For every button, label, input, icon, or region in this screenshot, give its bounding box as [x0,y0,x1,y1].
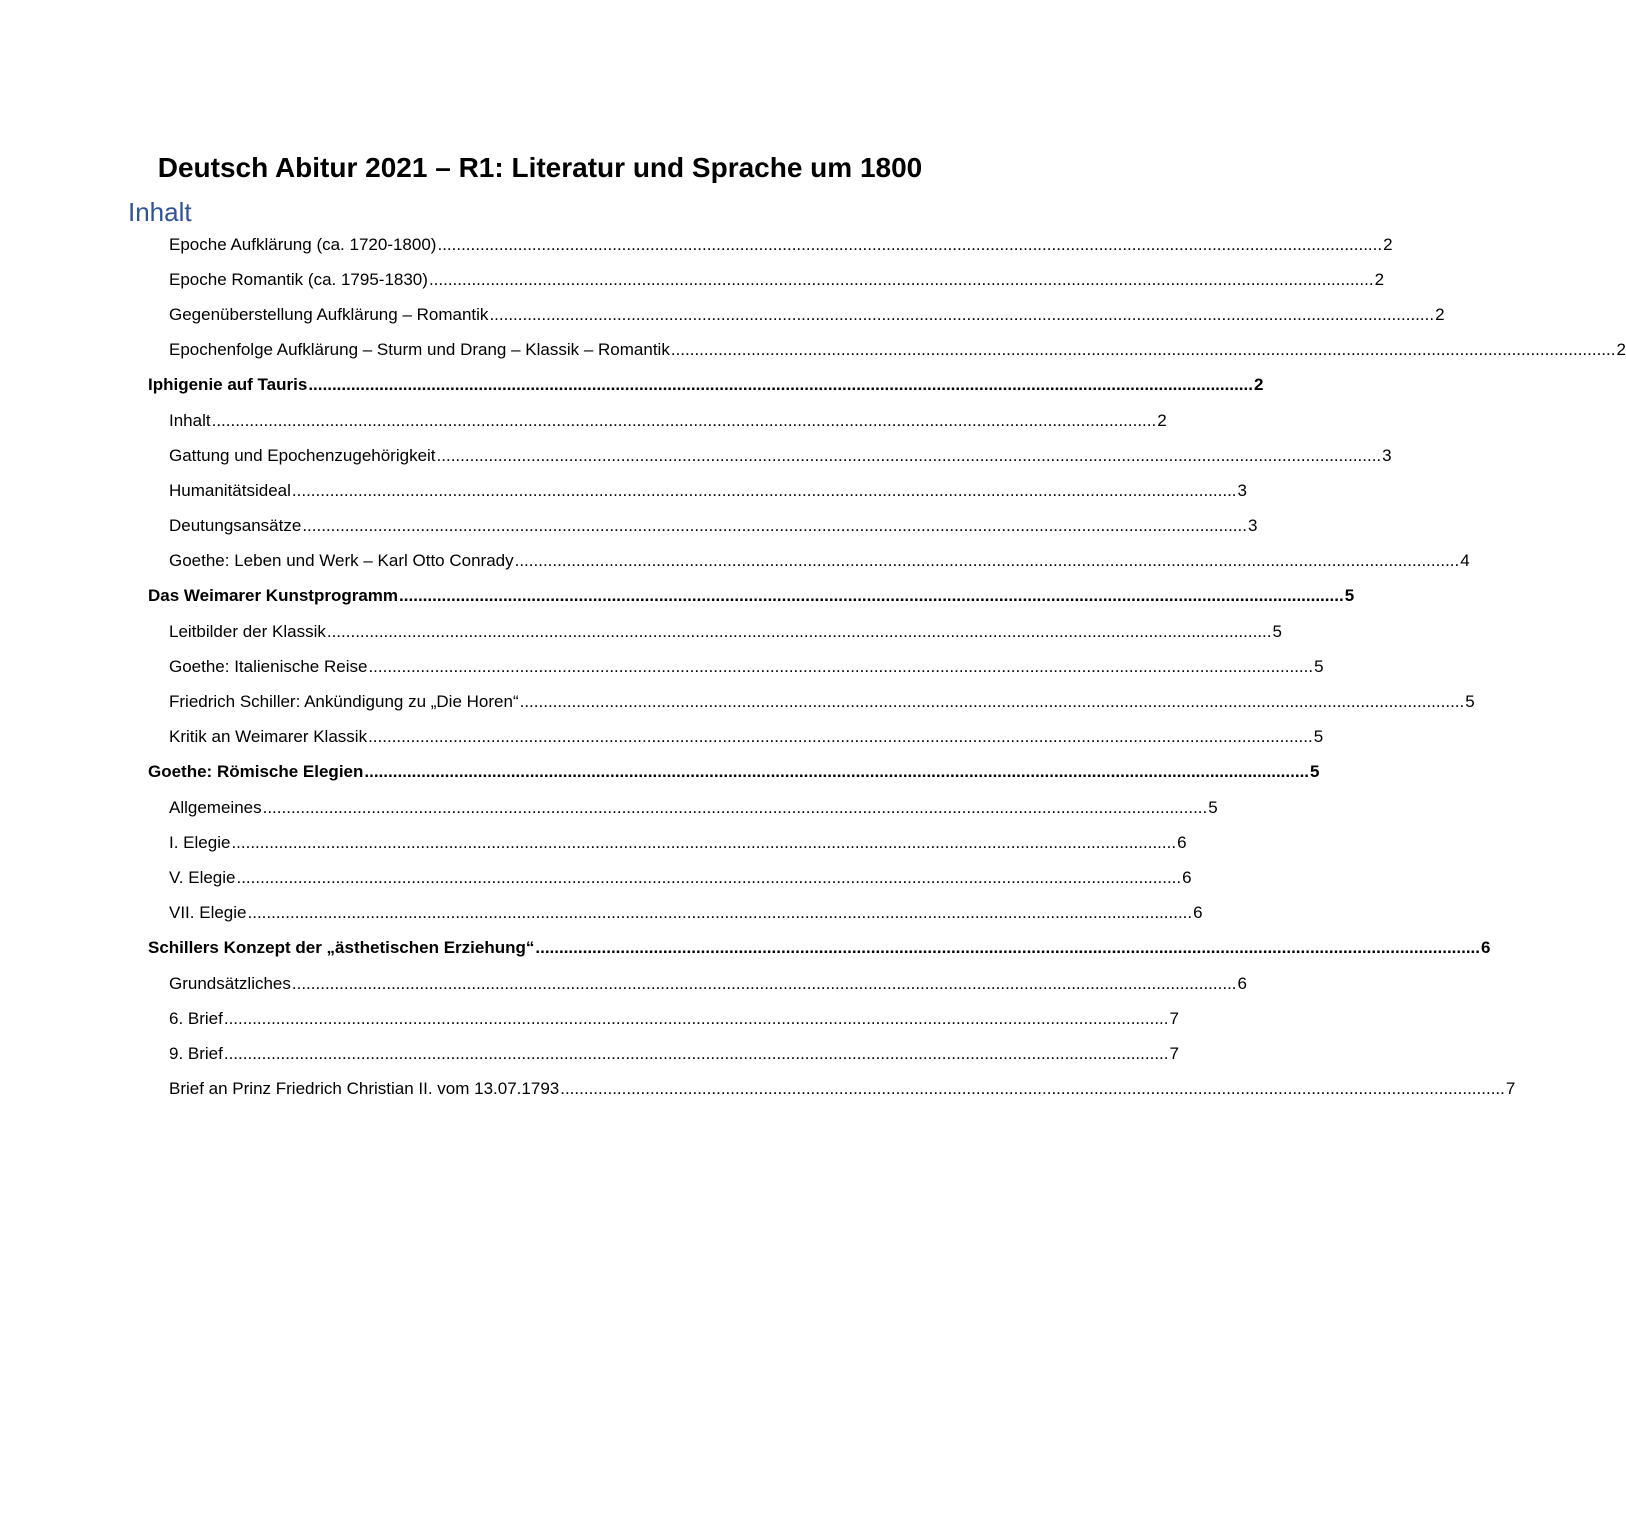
toc-dot-leader: ........................................................................................................................................................................................................ [489,304,1435,324]
toc-page-number: 5 [1272,621,1282,641]
toc-page-number: 7 [1169,1008,1179,1028]
toc-subsection-entry[interactable] [169,825,1187,860]
toc-dot-leader: ........................................................................................................................................................................................................ [211,410,1157,430]
toc-subsection-entry[interactable] [169,1036,1179,1071]
toc-dot-leader: ........................................................................................................................................................................................................ [514,551,1460,571]
toc-page-number: 5 [1314,656,1324,676]
toc-dot-leader: ........................................................................................................................................................................................................ [231,832,1177,852]
toc-dot-leader: ........................................................................................................................................................................................................ [436,445,1382,465]
toc-dot-leader: ........................................................................................................................................................................................................ [399,586,1344,606]
toc-page-number: 5 [1208,797,1218,817]
toc-dot-leader: ........................................................................................................................................................................................................ [291,480,1237,500]
toc-entry-title: Deutungsansätze [169,516,302,536]
toc-page-number: 6 [1177,832,1187,852]
toc-subsection-entry[interactable] [169,333,1626,368]
toc-entry-title: I. Elegie [169,832,231,852]
toc-entry-title: VII. Elegie [169,903,247,923]
toc-subsection-entry[interactable] [169,262,1385,297]
toc-subsection-entry[interactable] [169,720,1324,755]
toc-entry-title: Epoche Aufklärung (ca. 1720-1800) [169,234,437,254]
toc-subsection-entry[interactable] [169,438,1392,473]
toc-subsection-entry[interactable] [169,1072,1516,1107]
toc-page-number: 5 [1310,762,1320,782]
toc-page-number: 6 [1237,973,1247,993]
toc-dot-leader: ........................................................................................................................................................................................................ [223,1043,1169,1063]
toc-entry-title: 6. Brief [169,1008,223,1028]
toc-entry-title: Grundsätzliches [169,973,291,993]
toc-section-entry[interactable] [148,368,1264,403]
toc-entry-title: Epoche Romantik (ca. 1795-1830) [169,269,428,289]
toc-subsection-entry[interactable] [169,860,1192,895]
toc-page-number: 5 [1313,727,1324,747]
toc-entry-title: Humanitätsideal [169,480,291,500]
toc-subsection-entry[interactable] [169,544,1470,579]
toc-page-number: 4 [1460,551,1470,571]
toc-page-number: 2 [1374,269,1385,289]
toc-entry-title: Iphigenie auf Tauris [148,375,308,395]
toc-dot-leader: ........................................................................................................................................................................................................ [302,516,1247,536]
toc-entry-title: Goethe: Römische Elegien [148,762,364,782]
toc-section-entry[interactable] [148,755,1320,790]
toc-page-number: 5 [1344,586,1355,606]
toc-dot-leader: ........................................................................................................................................................................................................ [437,234,1383,254]
toc-page-number: 3 [1382,445,1392,465]
toc-section-entry[interactable] [148,579,1355,614]
toc-dot-leader: ........................................................................................................................................................................................................ [326,621,1272,641]
toc-entry-title: Leitbilder der Klassik [169,621,326,641]
toc-subsection-entry[interactable] [169,509,1258,544]
toc-subsection-entry[interactable] [169,966,1247,1001]
toc-entry-title: 9. Brief [169,1043,223,1063]
toc-subsection-entry[interactable] [169,649,1324,684]
toc-subsection-entry[interactable] [169,403,1167,438]
toc-page-number: 5 [1465,692,1475,712]
table-of-contents [0,227,1626,1107]
toc-page-number: 2 [1157,410,1167,430]
toc-entry-title: Allgemeines [169,797,262,817]
toc-dot-leader: ........................................................................................................................................................................................................ [519,692,1465,712]
toc-subsection-entry[interactable] [169,684,1475,719]
toc-page-number: 6 [1481,938,1491,958]
toc-heading: Inhalt [128,197,192,227]
toc-subsection-entry[interactable] [169,473,1248,508]
toc-entry-title: Gattung und Epochenzugehörigkeit [169,445,436,465]
toc-subsection-entry[interactable] [169,614,1282,649]
toc-page-number: 3 [1237,480,1248,500]
toc-page-number: 6 [1182,867,1192,887]
toc-dot-leader: ........................................................................................................................................................................................................ [223,1008,1169,1028]
toc-subsection-entry[interactable] [169,896,1203,931]
toc-dot-leader: ........................................................................................................................................................................................................ [368,656,1314,676]
toc-page-number: 2 [1253,375,1264,395]
toc-page-number: 2 [1435,304,1445,324]
toc-entry-title: Kritik an Weimarer Klassik [169,727,368,747]
toc-page-number: 2 [1383,234,1393,254]
toc-dot-leader: ........................................................................................................................................................................................................ [364,762,1310,782]
toc-subsection-entry[interactable] [169,1001,1179,1036]
toc-entry-title: Epochenfolge Aufklärung – Sturm und Drang – Klassik – Romantik [169,340,670,360]
toc-entry-title: Gegenüberstellung Aufklärung – Romantik [169,304,489,324]
toc-entry-title: Friedrich Schiller: Ankündigung zu „Die Horen“ [169,692,519,712]
toc-entry-title: Brief an Prinz Friedrich Christian II. vom 13.07.1793 [169,1079,560,1099]
toc-page-number: 2 [1616,340,1626,360]
toc-dot-leader: ........................................................................................................................................................................................................ [368,727,1313,747]
toc-dot-leader: ........................................................................................................................................................................................................ [308,375,1253,395]
toc-entry-title: Inhalt [169,410,211,430]
toc-dot-leader: ........................................................................................................................................................................................................ [560,1079,1505,1099]
toc-subsection-entry[interactable] [169,790,1218,825]
toc-dot-leader: ........................................................................................................................................................................................................ [428,269,1374,289]
toc-subsection-entry[interactable] [169,227,1393,262]
toc-subsection-entry[interactable] [169,297,1445,332]
toc-page-number: 7 [1169,1043,1179,1063]
toc-page-number: 3 [1247,516,1258,536]
toc-dot-leader: ........................................................................................................................................................................................................ [262,797,1208,817]
toc-page-number: 6 [1193,903,1203,923]
toc-dot-leader: ........................................................................................................................................................................................................ [535,938,1481,958]
toc-entry-title: Das Weimarer Kunstprogramm [148,586,399,606]
toc-dot-leader: ........................................................................................................................................................................................................ [670,340,1616,360]
toc-entry-title: Goethe: Leben und Werk – Karl Otto Conrady [169,551,514,571]
toc-dot-leader: ........................................................................................................................................................................................................ [291,973,1237,993]
toc-entry-title: Goethe: Italienische Reise [169,656,368,676]
toc-entry-title: V. Elegie [169,867,236,887]
toc-dot-leader: ........................................................................................................................................................................................................ [247,903,1193,923]
document-title: Deutsch Abitur 2021 – R1: Literatur und Sprache um 1800 [157,151,923,183]
toc-page-number: 7 [1505,1079,1516,1099]
toc-dot-leader: ........................................................................................................................................................................................................ [236,867,1182,887]
toc-section-entry[interactable] [148,931,1491,966]
toc-entry-title: Schillers Konzept der „ästhetischen Erziehung“ [148,938,535,958]
